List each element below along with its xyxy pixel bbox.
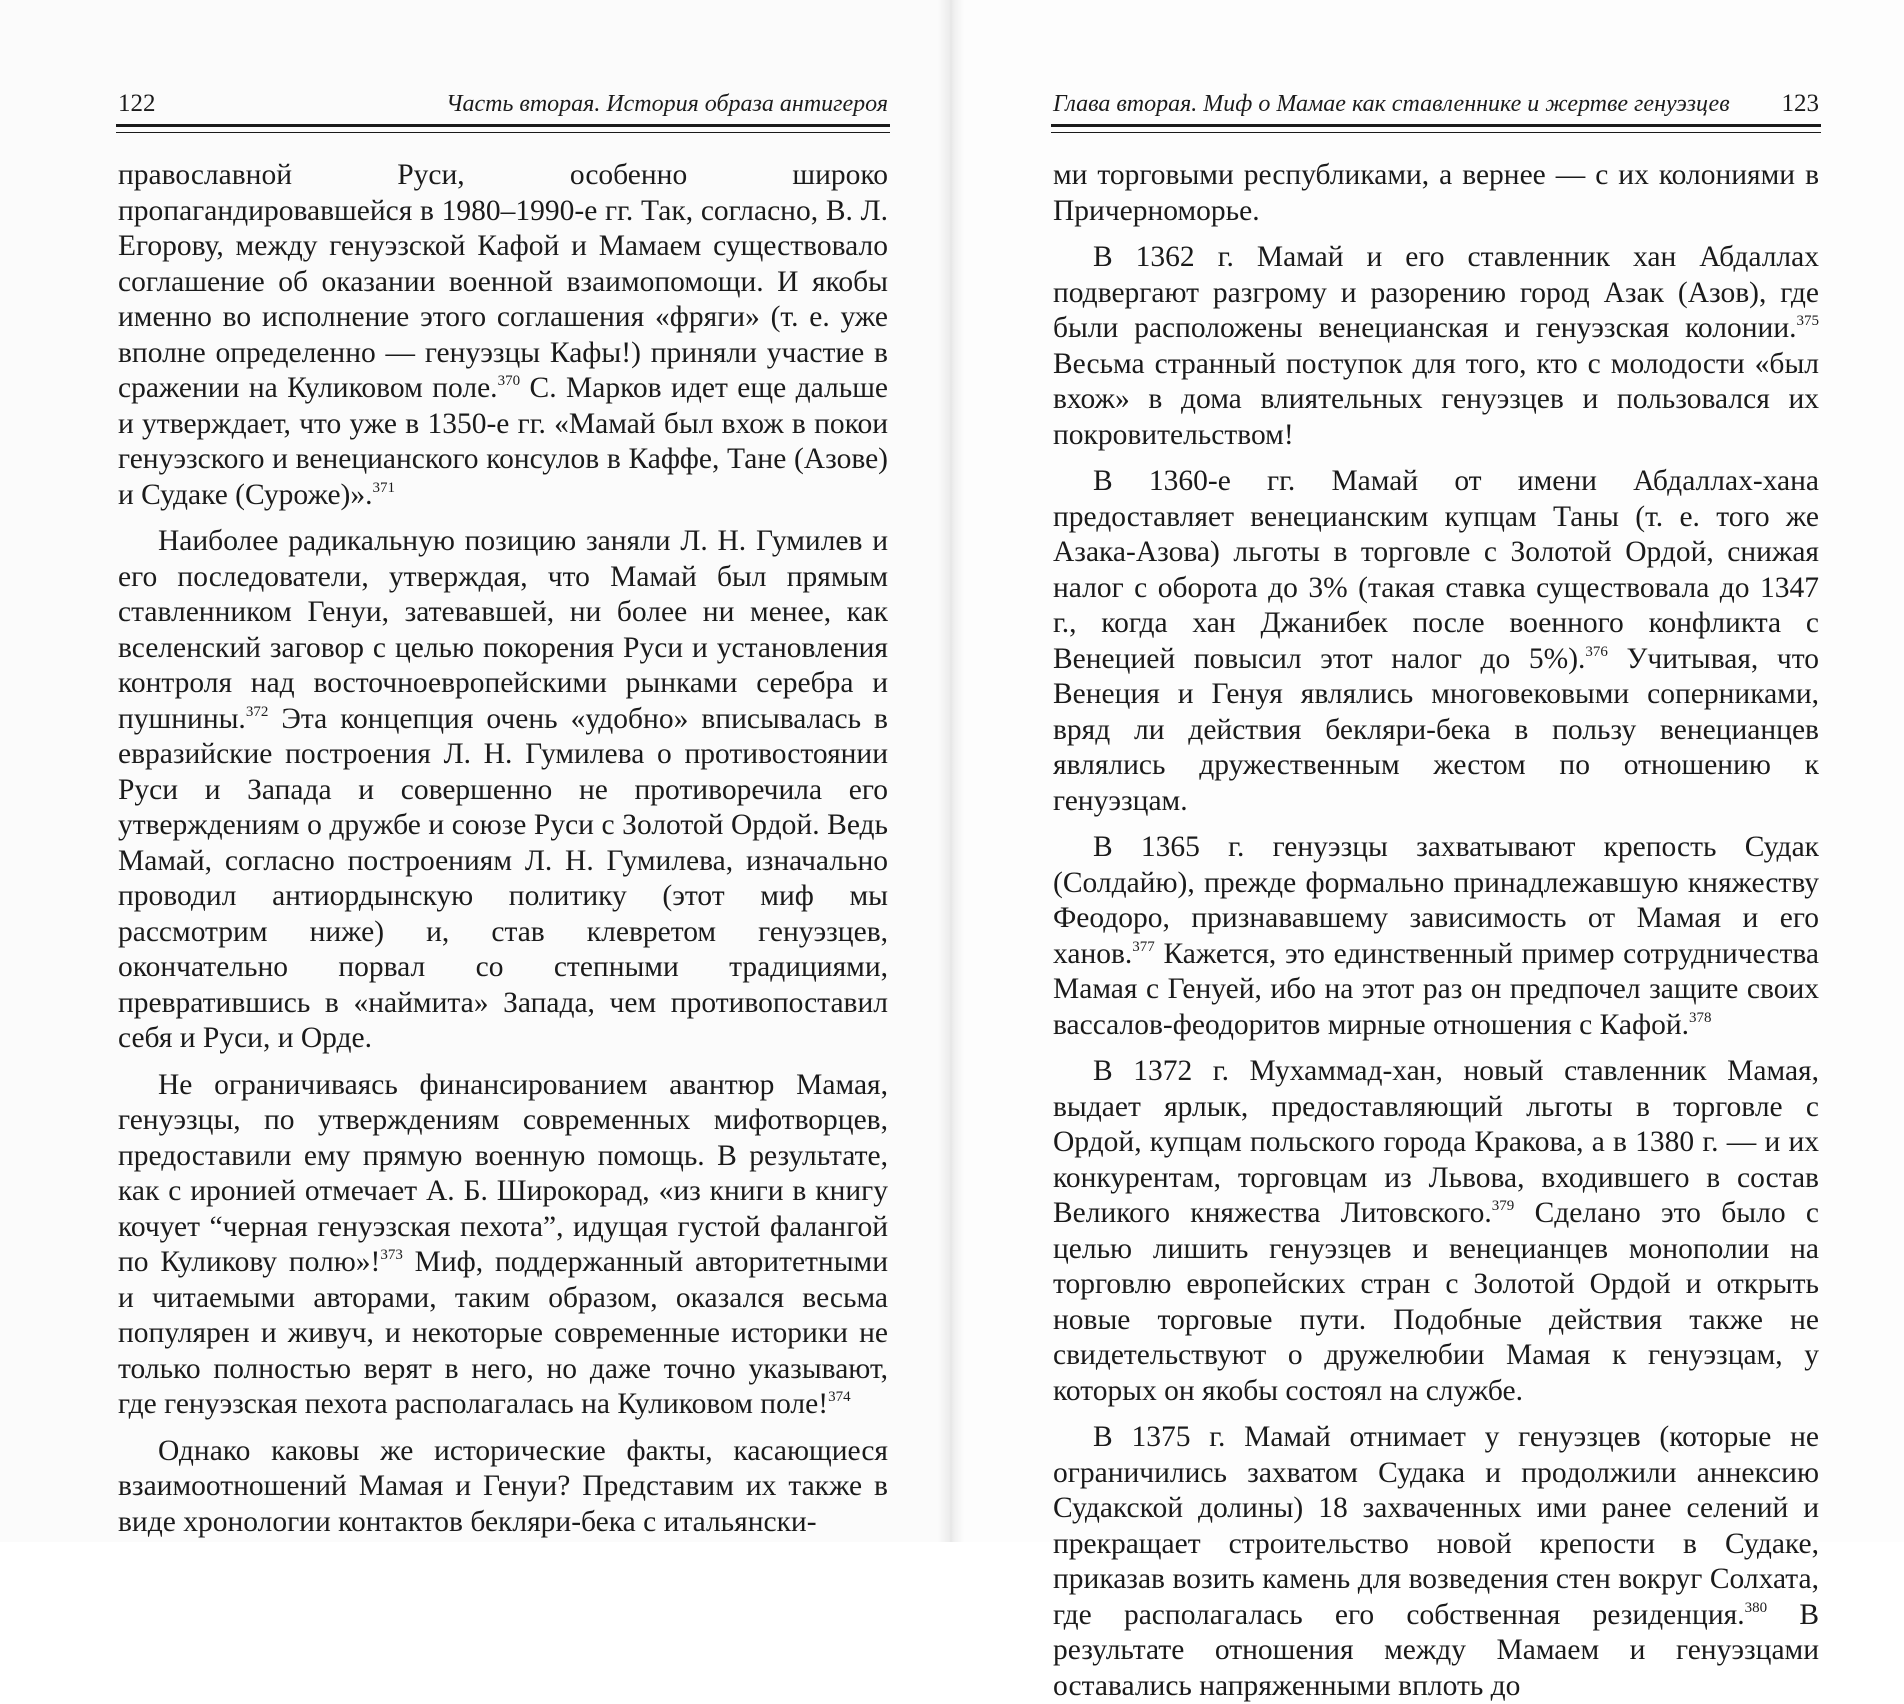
footnote-ref: 377 xyxy=(1132,938,1155,955)
text-run: Эта концепция очень «удобно» вписывалась в евразийские построения Л. Н. Гумилева о противостоянии Руси и Запада и совершенно не противоречила его утверждениям о дружбе и союзе Руси с Золотой Ордой. Ведь Мамай, согласно построениям Л. Н. Гумилева, изначально проводил антиордынскую политику (этот миф мы рассмотрим ниже) и, став клевретом генуэзцев, окончательно порвал со степными традициями, превратившись в «наймита» Запада, чем противопоставил себя и Руси, и Орде. xyxy=(118,702,888,1054)
paragraph xyxy=(1053,464,1819,819)
footnote-ref: 374 xyxy=(828,1389,851,1405)
text-run: Учитывая, что Венеция и Генуя являлись многовековыми соперниками, вряд ли действия бекляри-бека в пользу венецианцев являлись дружественным жестом по отношению к генуэзцам. xyxy=(1053,642,1819,817)
left-page-body xyxy=(118,158,888,1540)
right-running-head: Глава вторая. Миф о Мамае как ставленнике и жертве генуэзцев xyxy=(1053,91,1730,117)
left-page-number: 122 xyxy=(118,90,156,117)
text-run: православной Руси, особенно широко пропагандировавшейся в 1980–1990-е гг. Так, согласно, В. Л. Егорову, между генуэзской Кафой и Мамаем существовало соглашение об оказании военной взаимопомощи. И якобы именно во исполнение этого соглашения «фряги» (т. е. уже вполне определенно — генуэзцы Кафы!) приняли участие в сражении на Куликовом поле. xyxy=(118,159,888,404)
text-run: В 1365 г. генуэзцы захватывают крепость Судак (Солдайю), прежде формально принадлежавшую княжеству Феодоро, признававшему зависимость от Мамая и его ханов. xyxy=(1053,831,1819,970)
footnote-ref: 371 xyxy=(372,479,395,496)
right-page-number: 123 xyxy=(1781,90,1819,117)
paragraph xyxy=(1053,158,1819,229)
text-run: Весьма странный поступок для того, кто с молодости «был вхож» в дома влиятельных генуэзцев и пользовался их покровительством! xyxy=(1053,347,1819,451)
paragraph xyxy=(118,158,888,513)
paragraph xyxy=(1053,830,1819,1043)
text-run: В 1375 г. Мамай отнимает у генуэзцев (которые не ограничились захватом Судака и продолжили аннексию Судакской долины) 18 захваченных ими ранее селений и прекращает строительство новой крепости в Судаке, приказав возить камень для возведения стен вокруг Солхата, где располагалась его собственная резиденция. xyxy=(1053,1421,1819,1631)
paragraph xyxy=(1053,1420,1819,1704)
text-run: Миф, поддержанный авторитетными и читаемыми авторами, таким образом, оказался весьма популярен и живуч, и некоторые современные историки не только полностью верят в него, но даже точно указывают, где генуэзская пехота располагалась на Куликовом поле! xyxy=(118,1246,888,1420)
text-run: ми торговыми республиками, а вернее — с их колониями в Причерноморье. xyxy=(1053,159,1819,227)
text-run: Кажется, это единственный пример сотрудничества Мамая с Генуей, ибо на этот раз он предпочел защите своих вассалов-феодоритов мирные отношения с Кафой. xyxy=(1053,937,1819,1041)
left-page-header xyxy=(118,84,888,124)
text-run: В результате отношения между Мамаем и генуэзцами оставались напряженными вплоть до xyxy=(1053,1598,1819,1702)
left-header-rule xyxy=(116,124,890,133)
text-run: С. Марков идет еще дальше и утверждает, что уже в 1350-е гг. «Мамай был вхож в покои генуэзского и венецианского консулов в Каффе, Тане (Азове) и Судаке (Суроже)». xyxy=(118,372,888,511)
footnote-ref: 380 xyxy=(1744,1599,1768,1616)
book-gutter xyxy=(938,0,964,1542)
paragraph xyxy=(1053,1054,1819,1409)
text-run: Сделано это было с целью лишить генуэзцев и венецианцев монополии на торговлю европейских стран с Золотой Ордой и открыть новые торговые пути. Подобные действия также не свидетельствуют о дружелюбии Мамая к генуэзцам, у которых он якобы состоял на службе. xyxy=(1053,1197,1819,1407)
paragraph xyxy=(118,524,888,1057)
paragraph xyxy=(1053,240,1819,453)
footnote-ref: 379 xyxy=(1491,1198,1515,1214)
text-run: В 1372 г. Мухаммад-хан, новый ставленник Мамая, выдает ярлык, предоставляющий льготы в торговле с Ордой, купцам польского города Кракова, а в 1380 г. — и их конкурентам, торговцам из Львова, входившего в состав Великого княжества Литовского. xyxy=(1053,1055,1819,1229)
right-page-header xyxy=(1053,84,1819,124)
right-header-rule xyxy=(1051,124,1821,133)
paragraph xyxy=(118,1434,888,1541)
footnote-ref: 372 xyxy=(245,703,269,720)
right-page-body xyxy=(1053,158,1819,1704)
footnote-ref: 373 xyxy=(380,1247,403,1263)
text-run: Не ограничиваясь финансированием авантюр Мамая, генуэзцы, по утверждениям современных мифотворцев, предоставили ему прямую военную помощь. В результате, как с иронией отмечает А. Б. Широкорад, «из книги в книгу кочует “черная генуэзская пехота”, идущая густой фалангой по Куликову полю»! xyxy=(118,1068,888,1278)
text-run: В 1362 г. Мамай и его ставленник хан Абдаллах подвергают разгрому и разорению город Азак (Азов), где были расположены венецианская и генуэзская колонии. xyxy=(1053,241,1819,344)
footnote-ref: 375 xyxy=(1796,313,1819,329)
footnote-ref: 378 xyxy=(1689,1009,1712,1026)
footnote-ref: 376 xyxy=(1585,643,1608,660)
left-running-head: Часть вторая. История образа антигероя xyxy=(445,91,888,117)
footnote-ref: 370 xyxy=(497,373,521,389)
text-run: Однако каковы же исторические факты, касающиеся взаимоотношений Мамая и Генуи? Представим их также в виде хронологии контактов бекляри-бека с итальянски- xyxy=(118,1434,888,1538)
paragraph xyxy=(118,1068,888,1423)
text-run: В 1360-е гг. Мамай от имени Абдаллах-хана предоставляет венецианским купцам Таны (т. е. того же Азака-Азова) льготы в торговле с Золотой Ордой, снижая налог с оборота до 3% (такая ставка существовала до 1347 г., когда хан Джанибек после военного конфликта с Венецией повысил этот налог до 5%). xyxy=(1053,465,1819,675)
text-run: Наиболее радикальную позицию заняли Л. Н. Гумилев и его последователи, утверждая, что Мамай был прямым ставленником Генуи, затевавшей, ни более ни менее, как вселенский заговор с целью покорения Руси и установления контроля над восточноевропейскими рынками серебра и пушнины. xyxy=(118,525,888,735)
